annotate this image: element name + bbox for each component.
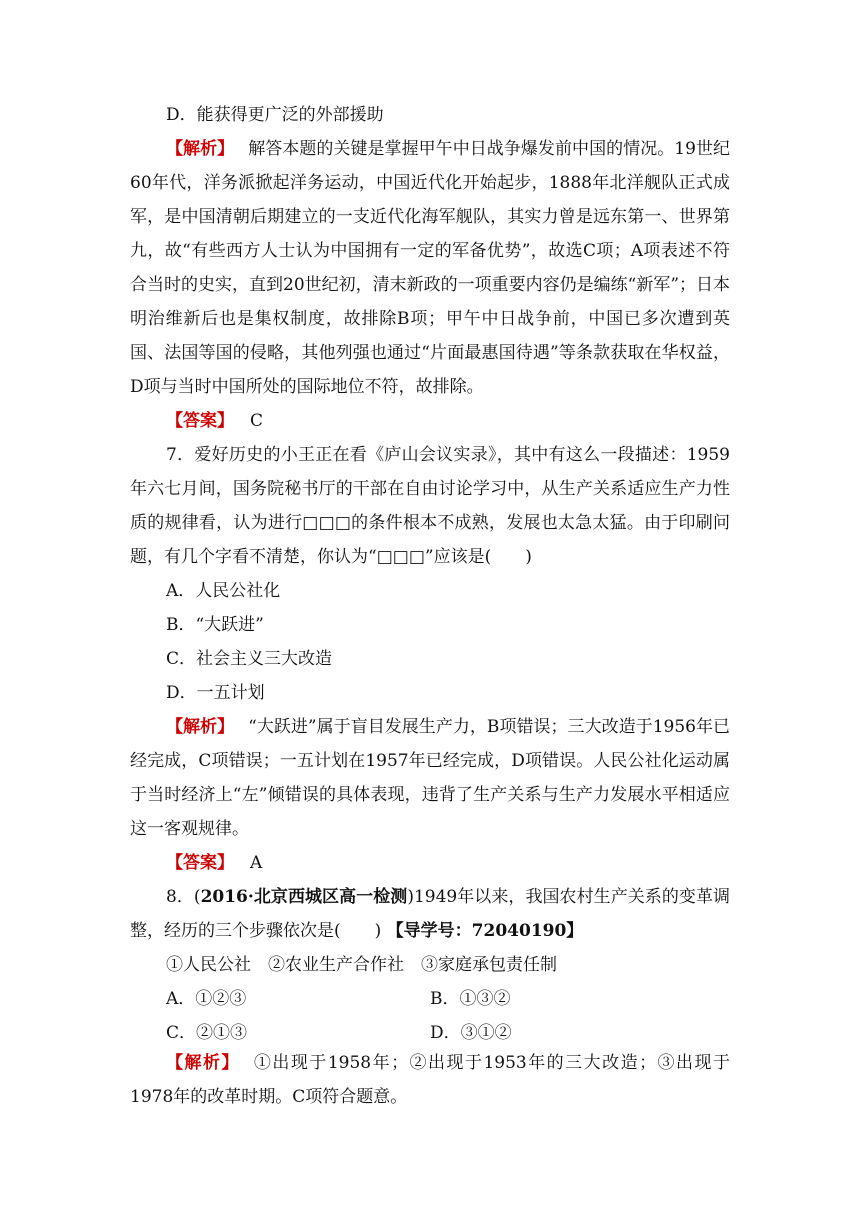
- q8-option-a: [166, 982, 246, 1016]
- q7-answer-label: 【答案】: [166, 853, 234, 873]
- q6-option-d-text: D．能获得更广泛的外部援助: [166, 105, 384, 125]
- q7-option-b: [130, 608, 730, 642]
- q8-items: [130, 948, 730, 982]
- q8-items-text: ①人民公社 ②农业生产合作社 ③家庭承包责任制: [166, 955, 557, 975]
- q7-option-c-text: C．社会主义三大改造: [166, 649, 333, 669]
- q8-option-c: [166, 1016, 247, 1050]
- q7-option-a: [130, 574, 730, 608]
- q7-answer-value: A: [250, 853, 263, 873]
- q7-option-d-text: D．一五计划: [166, 683, 265, 703]
- q8-analysis: [130, 1046, 730, 1114]
- q6-analysis-label: 【解析】: [166, 139, 235, 159]
- q8-option-d: [430, 1016, 512, 1050]
- q8-study-number: 【导学号：72040190】: [386, 921, 584, 941]
- q8-option-b-text: B．①③②: [430, 989, 511, 1009]
- q7-analysis-text: “大跃进”属于盲目发展生产力，B项错误；三大改造于1956年已经完成，C项错误；一五计划在1957年已经完成，D项错误。人民公社化运动属于当时经济上“左”倾错误的具体表现，违背了生产关系与生产力发展水平相适应这一客观规律。: [130, 717, 731, 839]
- q7-option-d: [130, 676, 730, 710]
- q7-option-b-text: B．“大跃进”: [166, 615, 264, 635]
- q7-stem: [130, 438, 730, 574]
- q8-option-b: [430, 982, 511, 1016]
- q7-stem-text: 7．爱好历史的小王正在看《庐山会议实录》，其中有这么一段描述：1959年六七月间，国务院秘书厅的干部在自由讨论学习中，从生产关系适应生产力性质的规律看，认为进行□□□的条件根本不成熟，发展也太急太猛。由于印刷问题，有几个字看不清楚，你认为“□□□”应该是( ): [130, 445, 730, 567]
- q6-answer-label: 【答案】: [166, 411, 234, 431]
- q8-option-c-text: C．②①③: [166, 1023, 248, 1043]
- q6-analysis: [130, 132, 730, 404]
- q6-analysis-text: 解答本题的关键是掌握甲午中日战争爆发前中国的情况。19世纪60年代，洋务派掀起洋务运动，中国近代化开始起步，1888年北洋舰队正式成军，是中国清朝后期建立的一支近代化海军舰队，其实力曾是远东第一、世界第九，故“有些西方人士认为中国拥有一定的军备优势”，故选C项；A项表述不符合当时的史实，直到20世纪初，清末新政的一项重要内容仍是编练“新军”；日本明治维新后也是集权制度，故排除B项；甲午中日战争前，中国已多次遭到英国、法国等国的侵略，其他列强也通过“片面最惠国待遇”等条款获取在华权益，D项与当时中国所处的国际地位不符，故排除。: [130, 139, 731, 397]
- q8-option-a-text: A．①②③: [166, 989, 247, 1009]
- q8-analysis-text: ①出现于1958年；②出现于1953年的三大改造；③出现于1978年的改革时期。C项符合题意。: [130, 1053, 730, 1107]
- q8-analysis-label: 【解析】: [166, 1053, 240, 1073]
- q8-option-d-text: D．③①②: [430, 1023, 512, 1043]
- q8-source: 2016·北京西城区高一检测: [200, 887, 408, 907]
- q6-answer-value: C: [250, 411, 264, 431]
- q7-option-a-text: A．人民公社化: [166, 581, 281, 601]
- q7-answer: [130, 846, 730, 880]
- q6-option-d: [130, 98, 730, 132]
- q8-stem-text: )1949年以来，我国农村生产关系的变革调整，经历的三个步骤依次是( ): [130, 887, 731, 941]
- q8-stem: [130, 880, 730, 948]
- q7-option-c: [130, 642, 730, 676]
- q8-number: 8．(: [166, 887, 201, 907]
- q7-analysis-label: 【解析】: [166, 717, 235, 737]
- q7-analysis: [130, 710, 730, 846]
- q6-answer: [130, 404, 730, 438]
